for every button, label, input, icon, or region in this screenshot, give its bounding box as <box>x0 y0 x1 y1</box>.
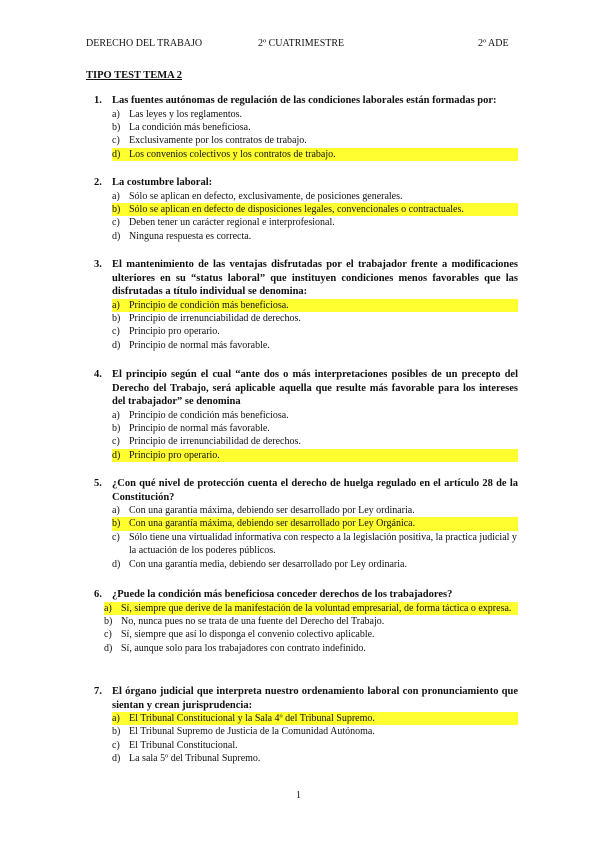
option-text: El Tribunal Constitucional. <box>129 739 238 751</box>
option-text: Principio de normal más favorable. <box>129 339 270 351</box>
option-text: El Tribunal Constitucional y la Sala 4º del Tribunal Supremo. <box>129 712 518 725</box>
option-text: Principio de condición más beneficiosa. <box>129 299 518 312</box>
question-number: 5. <box>94 478 102 489</box>
option-letter: d) <box>112 230 121 242</box>
option-text: La condición más beneficiosa. <box>129 121 251 133</box>
option-letter: c) <box>112 217 120 229</box>
question-4 <box>86 368 518 462</box>
option-letter: c) <box>104 629 112 641</box>
option-a <box>86 602 518 615</box>
option-text: La sala 5º del Tribunal Supremo. <box>129 753 261 765</box>
option-letter: b) <box>112 203 129 216</box>
option-letter: b) <box>112 517 129 530</box>
option-b <box>86 312 518 325</box>
option-text: Principio pro operario. <box>129 449 518 462</box>
option-letter: d) <box>112 449 129 462</box>
option-text: Con una garantía máxima, debiendo ser desarrollado por Ley Orgánica. <box>129 517 518 530</box>
option-a <box>86 504 518 517</box>
option-d <box>86 230 518 243</box>
question-text: ¿Puede la condición más beneficiosa conceder derechos de los trabajadores? <box>112 589 453 600</box>
header-term: 2º CUATRIMESTRE <box>258 38 345 49</box>
question-text: Las fuentes autónomas de regulación de las condiciones laborales están formadas por: <box>112 95 497 106</box>
question-text: El principio según el cual “ante dos o más interpretaciones posibles de un precepto del Derecho del Trabajo, será aplicable aquella que resulte más favorable para los intereses del trabajador” se denomina <box>112 369 518 407</box>
question-text: ¿Con qué nivel de protección cuenta el derecho de huelga regulado en el artículo 28 de la Constitución? <box>112 478 518 503</box>
option-text: Principio de irrenunciabilidad de derechos. <box>129 312 301 324</box>
question-5 <box>86 477 518 571</box>
question-text: La costumbre laboral: <box>112 177 213 188</box>
option-a <box>86 409 518 422</box>
option-d <box>86 642 518 655</box>
option-letter: b) <box>112 312 121 324</box>
option-c <box>86 739 518 752</box>
option-text: Sólo se aplican en defecto de disposiciones legales, convencionales o contractuales. <box>129 203 518 216</box>
option-d <box>86 449 518 462</box>
option-text: No, nunca pues no se trata de una fuente del Derecho del Trabajo. <box>121 615 385 627</box>
option-c <box>86 628 518 641</box>
option-a <box>86 712 518 725</box>
option-text: Con una garantía media, debiendo ser desarrollado por Ley ordinaria. <box>129 558 407 570</box>
option-c <box>86 134 518 147</box>
option-letter: a) <box>112 108 120 120</box>
question-7 <box>86 685 518 766</box>
option-text: Sólo tiene una virtualidad informativa con respecto a la legislación positiva, la practica judicial y la actuación de los poderes públicos. <box>129 531 517 557</box>
question-2 <box>86 176 518 243</box>
option-text: Principio pro operario. <box>129 326 220 338</box>
option-b <box>86 422 518 435</box>
option-letter: a) <box>112 409 120 421</box>
option-letter: d) <box>112 753 121 765</box>
option-a <box>86 299 518 312</box>
option-c <box>86 216 518 229</box>
option-letter: d) <box>112 339 121 351</box>
question-number: 4. <box>94 369 102 380</box>
option-letter: a) <box>112 190 120 202</box>
option-d <box>86 339 518 352</box>
header-subject: DERECHO DEL TRABAJO <box>86 38 203 49</box>
option-c <box>86 531 518 558</box>
option-text: Deben tener un carácter regional e interprofesional. <box>129 217 335 229</box>
option-text: Exclusivamente por los contratos de trabajo. <box>129 135 307 147</box>
option-text: Principio de irrenunciabilidad de derechos. <box>129 436 301 448</box>
header-course: 2º ADE <box>478 38 509 49</box>
option-letter: c) <box>112 135 120 147</box>
option-letter: c) <box>112 739 120 751</box>
question-1 <box>86 94 518 161</box>
question-6 <box>86 588 518 655</box>
page-title: TIPO TEST TEMA 2 <box>86 70 182 81</box>
option-letter: a) <box>112 299 129 312</box>
question-number: 2. <box>94 177 102 188</box>
option-b <box>86 615 518 628</box>
option-letter: a) <box>104 602 121 615</box>
option-letter: b) <box>112 726 121 738</box>
option-letter: a) <box>112 712 129 725</box>
option-text: Sí, siempre que derive de la manifestación de la voluntad empresarial, de forma táctica o expresa. <box>121 602 518 615</box>
option-text: Sí, siempre que así lo disponga el convenio colectivo aplicable. <box>121 629 375 641</box>
option-letter: d) <box>104 642 113 654</box>
question-text: El órgano judicial que interpreta nuestro ordenamiento laboral con pronunciamiento que sientan y crean jurisprudencia: <box>112 686 518 711</box>
option-letter: d) <box>112 148 129 161</box>
option-d <box>86 148 518 161</box>
option-b <box>86 203 518 216</box>
option-b <box>86 517 518 530</box>
question-text: El mantenimiento de las ventajas disfrutadas por el trabajador frente a modificaciones ulteriores en su “status laboral” que instituyen condiciones menos favorables que las disfrutadas a título individual se denomina: <box>112 259 518 297</box>
option-letter: c) <box>112 326 120 338</box>
option-b <box>86 725 518 738</box>
option-text: Los convenios colectivos y los contratos de trabajo. <box>129 148 518 161</box>
question-number: 1. <box>94 95 102 106</box>
option-a <box>86 190 518 203</box>
option-d <box>86 752 518 765</box>
option-text: Sí, aunque solo para los trabajadores con contrato indefinido. <box>121 642 366 654</box>
option-text: El Tribunal Supremo de Justicia de la Comunidad Autónoma. <box>129 726 375 738</box>
option-letter: a) <box>112 505 120 516</box>
option-text: Las leyes y los reglamentos. <box>129 108 243 120</box>
option-c <box>86 325 518 338</box>
question-3 <box>86 258 518 352</box>
option-letter: b) <box>112 121 121 133</box>
option-text: Principio de normal más favorable. <box>129 422 270 434</box>
option-d <box>86 558 518 571</box>
option-text: Principio de condición más beneficiosa. <box>129 409 289 421</box>
option-text: Con una garantía máxima, debiendo ser desarrollado por Ley ordinaria. <box>129 505 415 516</box>
option-letter: d) <box>112 558 121 570</box>
option-text: Ninguna respuesta es correcta. <box>129 230 252 242</box>
question-number: 7. <box>94 686 102 697</box>
option-letter: c) <box>112 531 120 543</box>
option-b <box>86 121 518 134</box>
option-a <box>86 108 518 121</box>
page-number: 1 <box>296 790 301 801</box>
option-text: Sólo se aplican en defecto, exclusivamente, de posiciones generales. <box>129 190 403 202</box>
option-letter: c) <box>112 436 120 448</box>
question-number: 6. <box>94 589 102 600</box>
option-letter: b) <box>104 615 113 627</box>
option-letter: b) <box>112 422 121 434</box>
option-c <box>86 435 518 448</box>
question-number: 3. <box>94 259 102 270</box>
